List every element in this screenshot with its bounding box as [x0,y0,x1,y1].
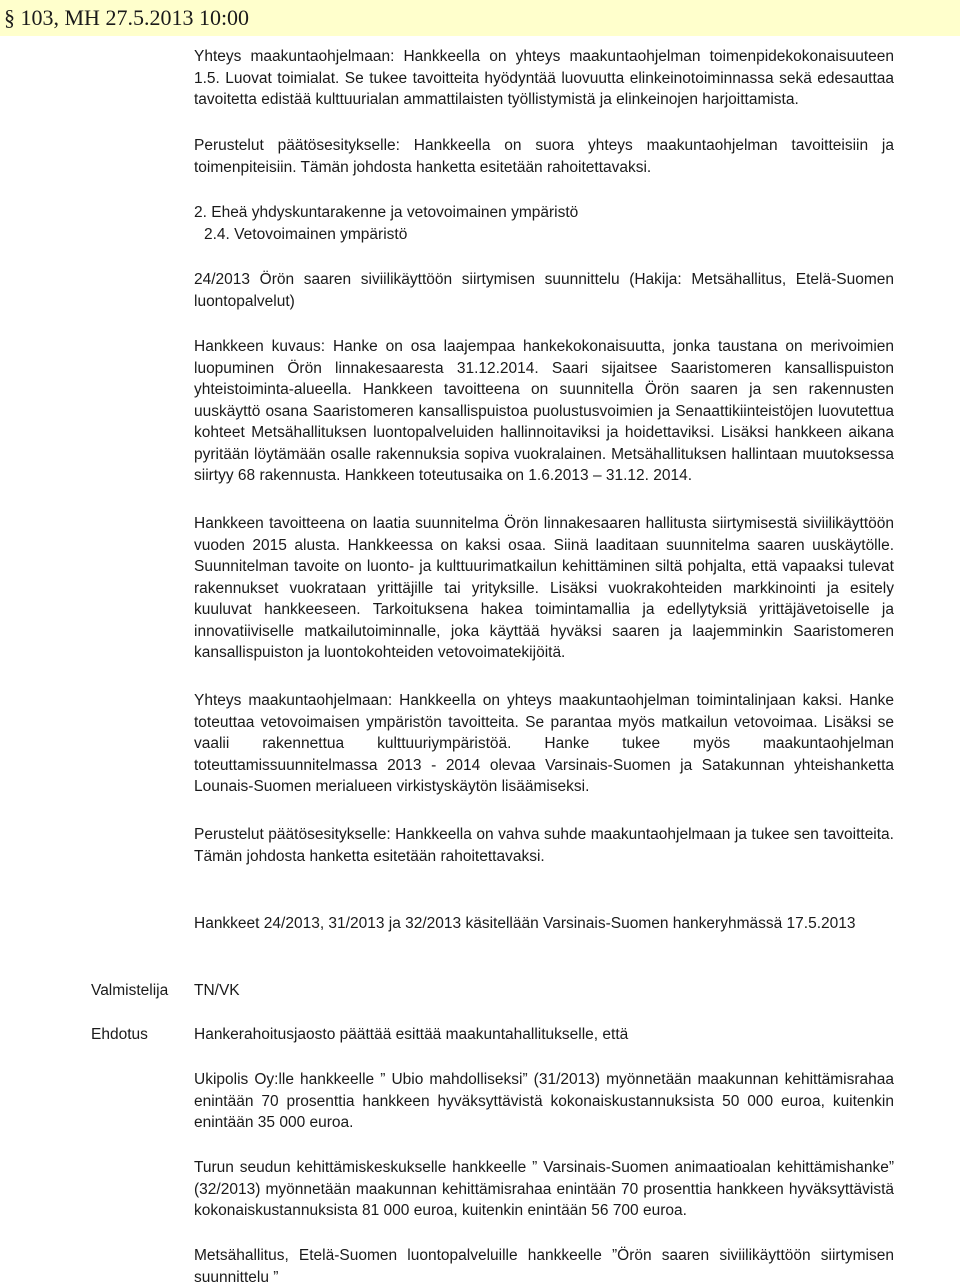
paragraph-project-title: 24/2013 Örön saaren siviilikäyttöön siirtymisen suunnittelu (Hakija: Metsähallitus, Etelä-Suomen luontopalvelut) [194,271,894,310]
paragraph-project-description: Hankkeen kuvaus: Hanke on osa laajempaa hankekokonaisuutta, jonka taustana on merivoimien luopuminen Örön linnakesaaresta 31.12.2014. Saari sijaitsee Saaristomeren kansallispuiston yhteistoiminta-alueella. Hankkeen tavoitteena on suunnitella Örön saaren ja sen rakennusten uuskäyttö osana Saaristomeren kansallispuistoa puolustusvoimien ja Senaattikiinteistöjen luovutettua kohteet Metsähallituksen luontopalveluiden hallinnoitaviksi ja hoidettaviksi. Lisäksi hankkeen aikana pyritään löytämään osalle rakennuksia sopiva vuokralainen. Metsähallituksen hallintaan muutoksessa siirtyy 68 rakennusta. Hankkeen toteutusaika on 1.6.2013 – 31.12. 2014. [194,338,894,484]
label-preparer: Valmistelija [91,982,169,999]
paragraph-turku-development: Turun seudun kehittämiskeskukselle hankkeelle ” Varsinais-Suomen animaatioalan kehittämishanke” (32/2013) myönnetään maakunnan kehittämisrahaa enintään 70 prosenttia hankkeen hyväksyttävistä kokonaiskustannuksista 81 000 euroa, kuitenkin enintään 56 700 euroa. [194,1159,894,1219]
paragraph-ukipolis: Ukipolis Oy:lle hankkeelle ” Ubio mahdolliseksi” (31/2013) myönnetään maakunnan kehittämisrahaa enintään 70 prosenttia hankkeen hyväksyttävistä kokonaiskustannuksista 50 000 euroa, kuitenkin enintään 35 000 euroa. [194,1071,894,1131]
heading-section-2-4: 2.4. Vetovoimainen ympäristö [204,226,408,243]
paragraph-proposal-intro: Hankerahoitusjaosto päättää esittää maakuntahallitukselle, että [194,1026,629,1043]
paragraph-program-connection: Yhteys maakuntaohjelmaan: Hankkeella on yhteys maakuntaohjelman toimintalinjaan kaksi. Hanke toteuttaa vetovoimaisen ympäristön tavoitteita. Se parantaa myös matkailun vetovoimaa. Lisäksi se vaalii rakennettua kulttuuriympäristöä. Hanke tukee myös maakuntaohjelman toteuttamissuunnitelmassa 2013 - 2014 olevaa Varsinais-Suomen ja Satakunnan yhteishanketta Lounais-Suomen merialueen virkistyskäytön lisäämiseksi. [194,692,894,795]
paragraph-project-group: Hankkeet 24/2013, 31/2013 ja 32/2013 käsitellään Varsinais-Suomen hankeryhmässä 17.5.2013 [194,915,856,932]
label-proposal: Ehdotus [91,1026,148,1043]
heading-section-2: 2. Eheä yhdyskuntarakenne ja vetovoimainen ympäristö [194,204,579,221]
paragraph-decision-rationale: Perustelut päätösesitykselle: Hankkeella on suora yhteys maakuntaohjelman tavoitteisiin ja toimenpiteisiin. Tämän johdosta hanketta esitetään rahoitettavaksi. [194,137,894,176]
paragraph-connection-program: Yhteys maakuntaohjelmaan: Hankkeella on yhteys maakuntaohjelman toimenpidekokonaisuuteen 1.5. Luovat toimialat. Se tukee tavoitteita hyödyntää luovuutta elinkeinotoiminnassa sekä edesauttaa tavoitetta edistää kulttuurialan ammattilaisten työllistymistä ja elinkeinojen harjoittamista. [194,48,894,108]
paragraph-project-goal: Hankkeen tavoitteena on laatia suunnitelma Örön linnakesaaren hallitusta siirtymisestä siviilikäyttöön vuoden 2015 alusta. Hankkeessa on kaksi osaa. Siinä laaditaan suunnitelma saaren uuskäytölle. Suunnitelman tavoite on luonto- ja kulttuurimatkailun kehittäminen siltä pohjalta, että vapaaksi tulevat rakennukset vuokrataan yrittäjille tai yrityksille. Lisäksi vuokrakohteiden markkinointi ja esitely kuuluvat hankkeeseen. Tarkoituksena hakea toimintamallia ja edellytyksiä yrittäjävetoiselle ja innovatiiviselle matkailutoiminnalle, joka käyttää hyväksi saaren ja laajemminkin Saaristomeren kansallispuiston ja luontokohteiden vetovoimatekijöitä. [194,515,894,661]
paragraph-decision-rationale-2: Perustelut päätösesitykselle: Hankkeella on vahva suhde maakuntaohjelmaan ja tukee sen tavoitteita. Tämän johdosta hanketta esitetään rahoitettavaksi. [194,826,894,865]
section-header: § 103, MH 27.5.2013 10:00 [0,0,960,36]
preparer-value: TN/VK [194,982,240,999]
paragraph-metsahallitus: Metsähallitus, Etelä-Suomen luontopalveluille hankkeelle ”Örön saaren siviilikäyttöön siirtymisen suunnittelu ” [194,1247,894,1286]
